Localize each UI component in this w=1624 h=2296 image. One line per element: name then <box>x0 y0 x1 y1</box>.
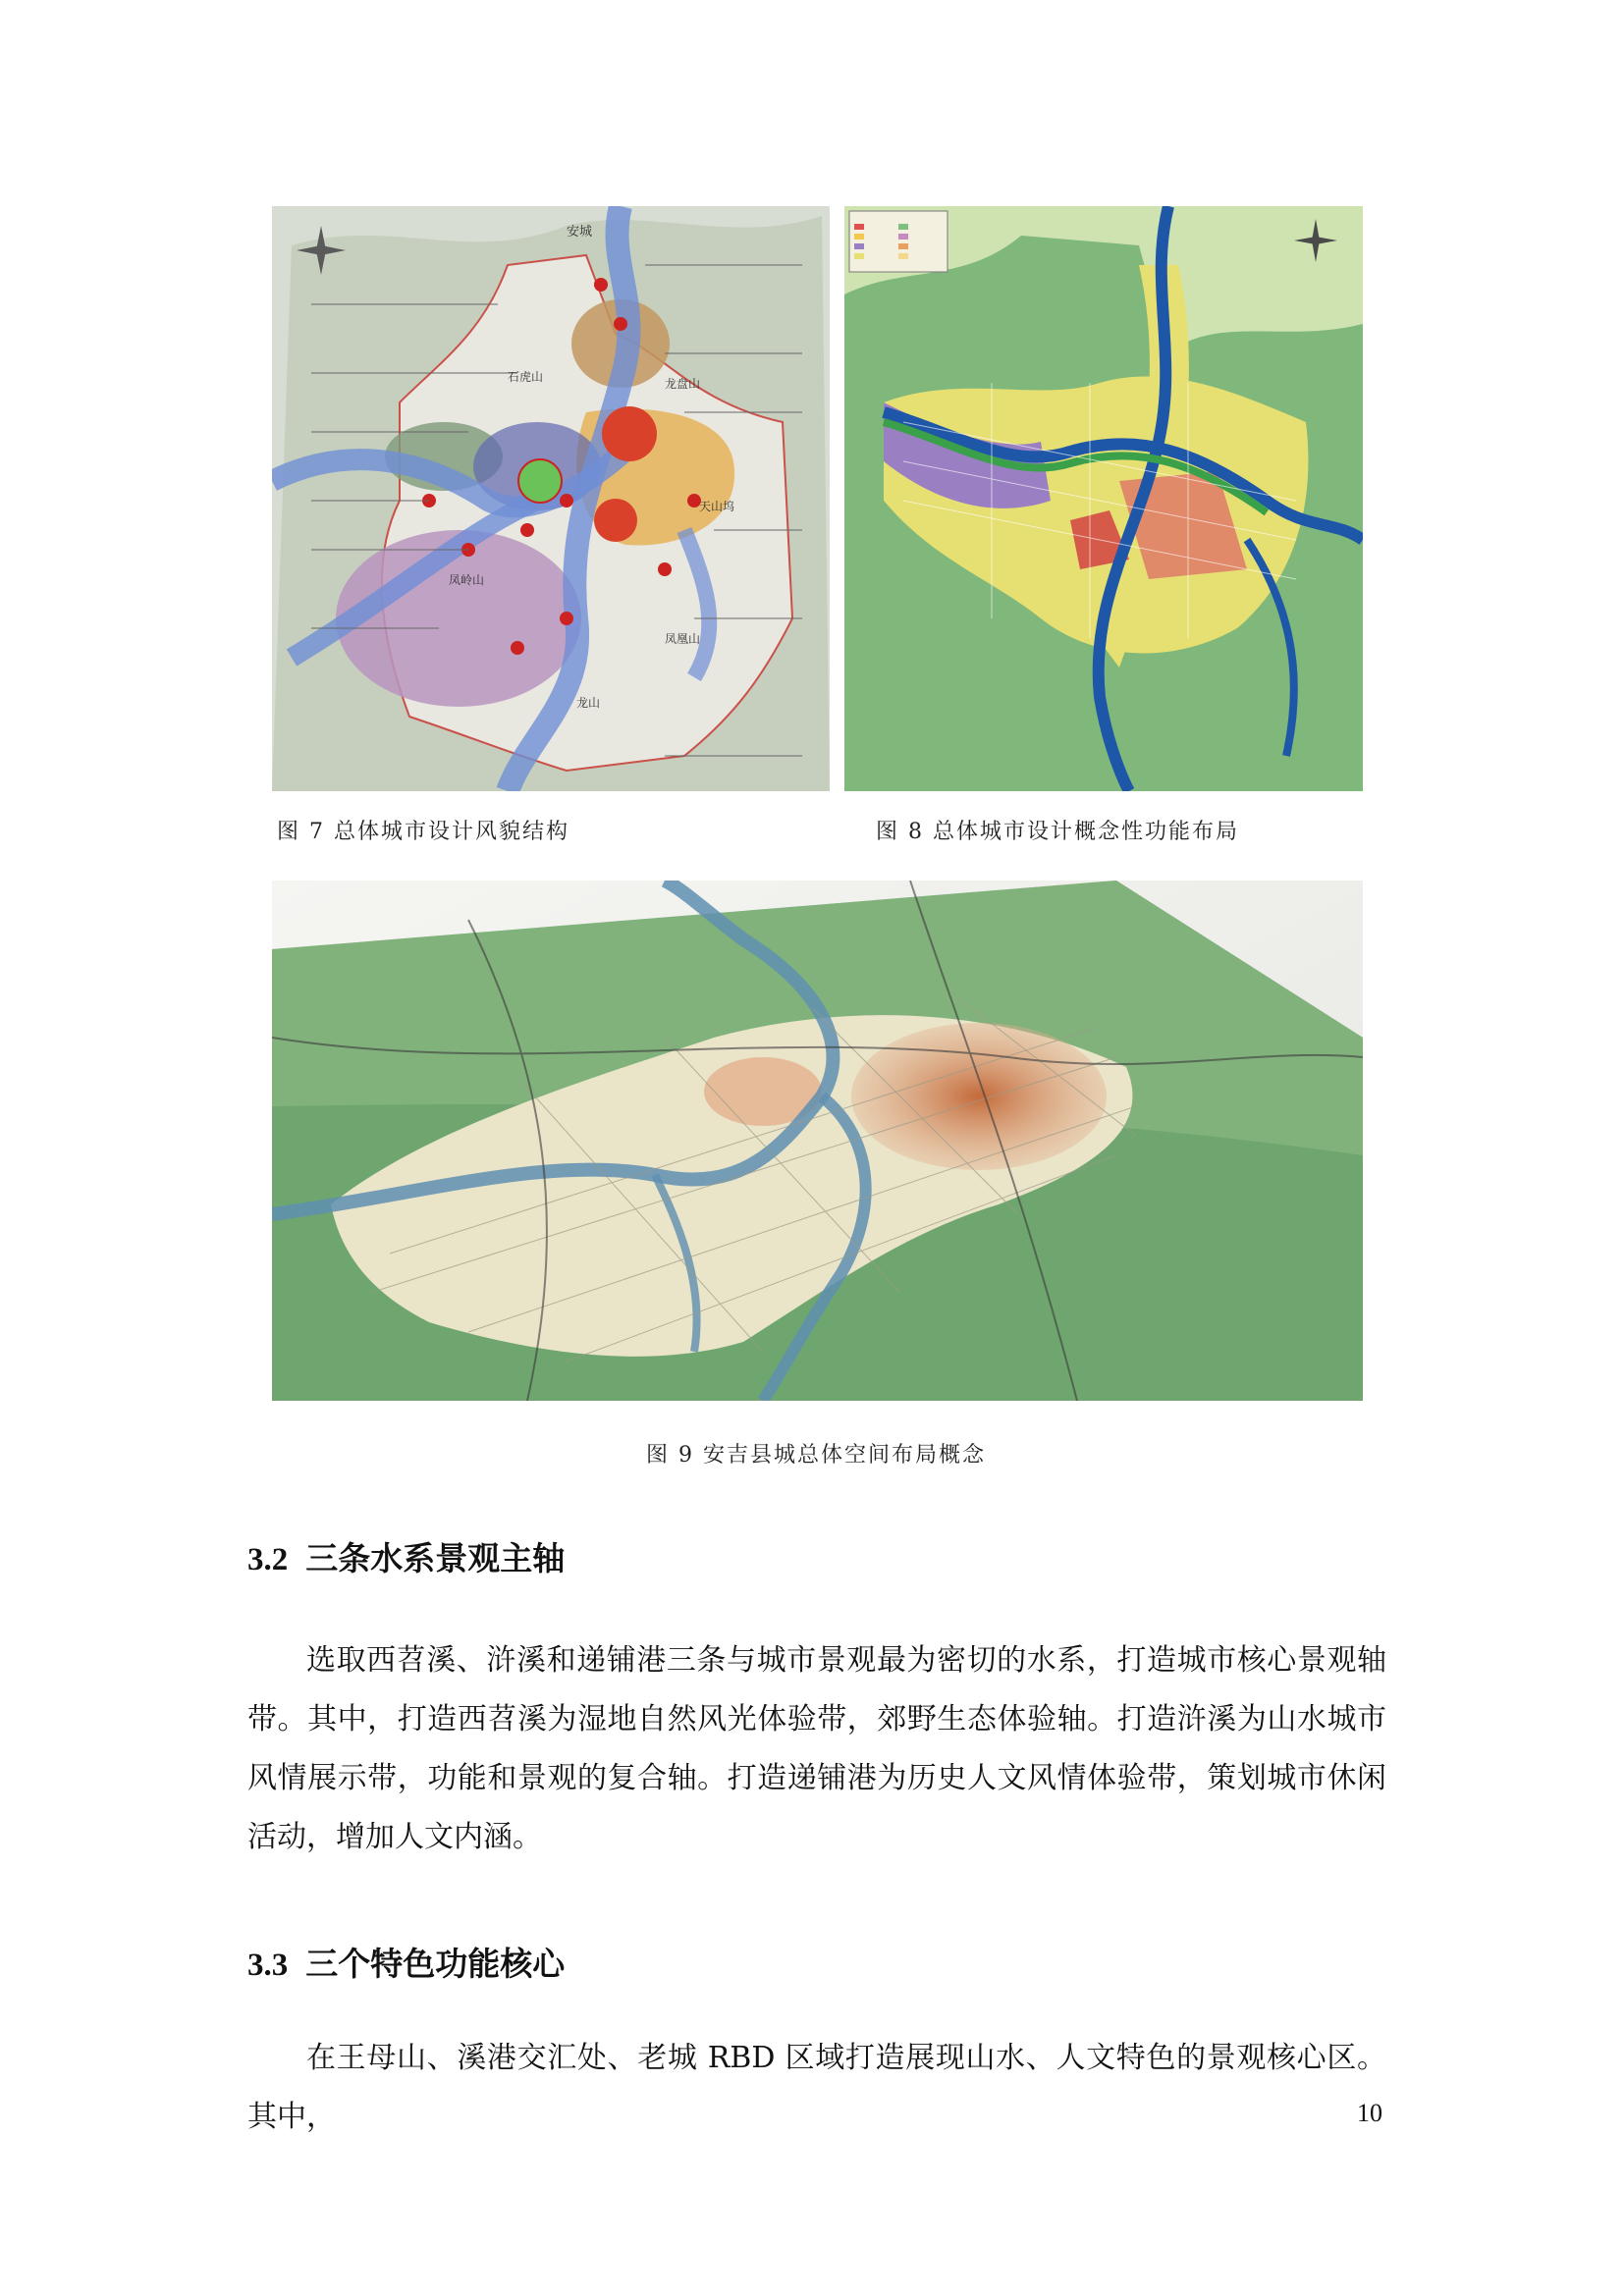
fig7-label-ancheng: 安城 <box>567 225 593 240</box>
fig7-label-longpanshan: 龙盘山 <box>665 377 701 391</box>
section-number: 3.3 <box>247 1948 289 1983</box>
body-paragraph: 在王母山、溪港交汇处、老城 RBD 区域打造展现山水、人文特色的景观核心区。其中， <box>247 2041 1386 2134</box>
figure-7-map <box>272 206 830 791</box>
section-heading-3-2 <box>247 1533 565 1579</box>
page-number: 10 <box>1357 2099 1382 2127</box>
section-number: 3.2 <box>247 1542 289 1577</box>
body-paragraph: 选取西苕溪、浒溪和递铺港三条与城市景观最为密切的水系，打造城市核心景观轴带。其中，打造西苕溪为湿地自然风光体验带，郊野生态体验轴。打造浒溪为山水城市风情展示带，功能和景观的复合轴。打造递铺港为历史人文风情体验带，策划城市休闲活动，增加人文内涵。 <box>247 1643 1386 1854</box>
section-title: 三条水系景观主轴 <box>305 1539 566 1577</box>
fig7-label-longshan: 龙山 <box>576 696 601 710</box>
figure-8-map <box>844 206 1363 791</box>
figure-9-caption: 图 9 安吉县城总体空间布局概念 <box>646 1443 986 1468</box>
fig7-label-fenghuangshan: 凤凰山 <box>665 632 701 646</box>
section-title: 三个特色功能核心 <box>305 1945 566 1983</box>
figure-8-caption: 图 8 总体城市设计概念性功能布局 <box>876 820 1239 844</box>
fig7-label-tianshanwu: 天山坞 <box>699 500 735 513</box>
figure-7-caption: 图 7 总体城市设计风貌结构 <box>277 820 569 844</box>
fig7-label-shihushan: 石虎山 <box>508 370 544 384</box>
fig7-label-fenglingshan: 凤岭山 <box>449 573 485 587</box>
section-3-2-body <box>247 1631 1386 1867</box>
section-heading-3-3 <box>247 1939 565 1985</box>
figure-9-aerial-render <box>272 881 1363 1401</box>
section-3-3-body <box>247 2029 1386 2147</box>
